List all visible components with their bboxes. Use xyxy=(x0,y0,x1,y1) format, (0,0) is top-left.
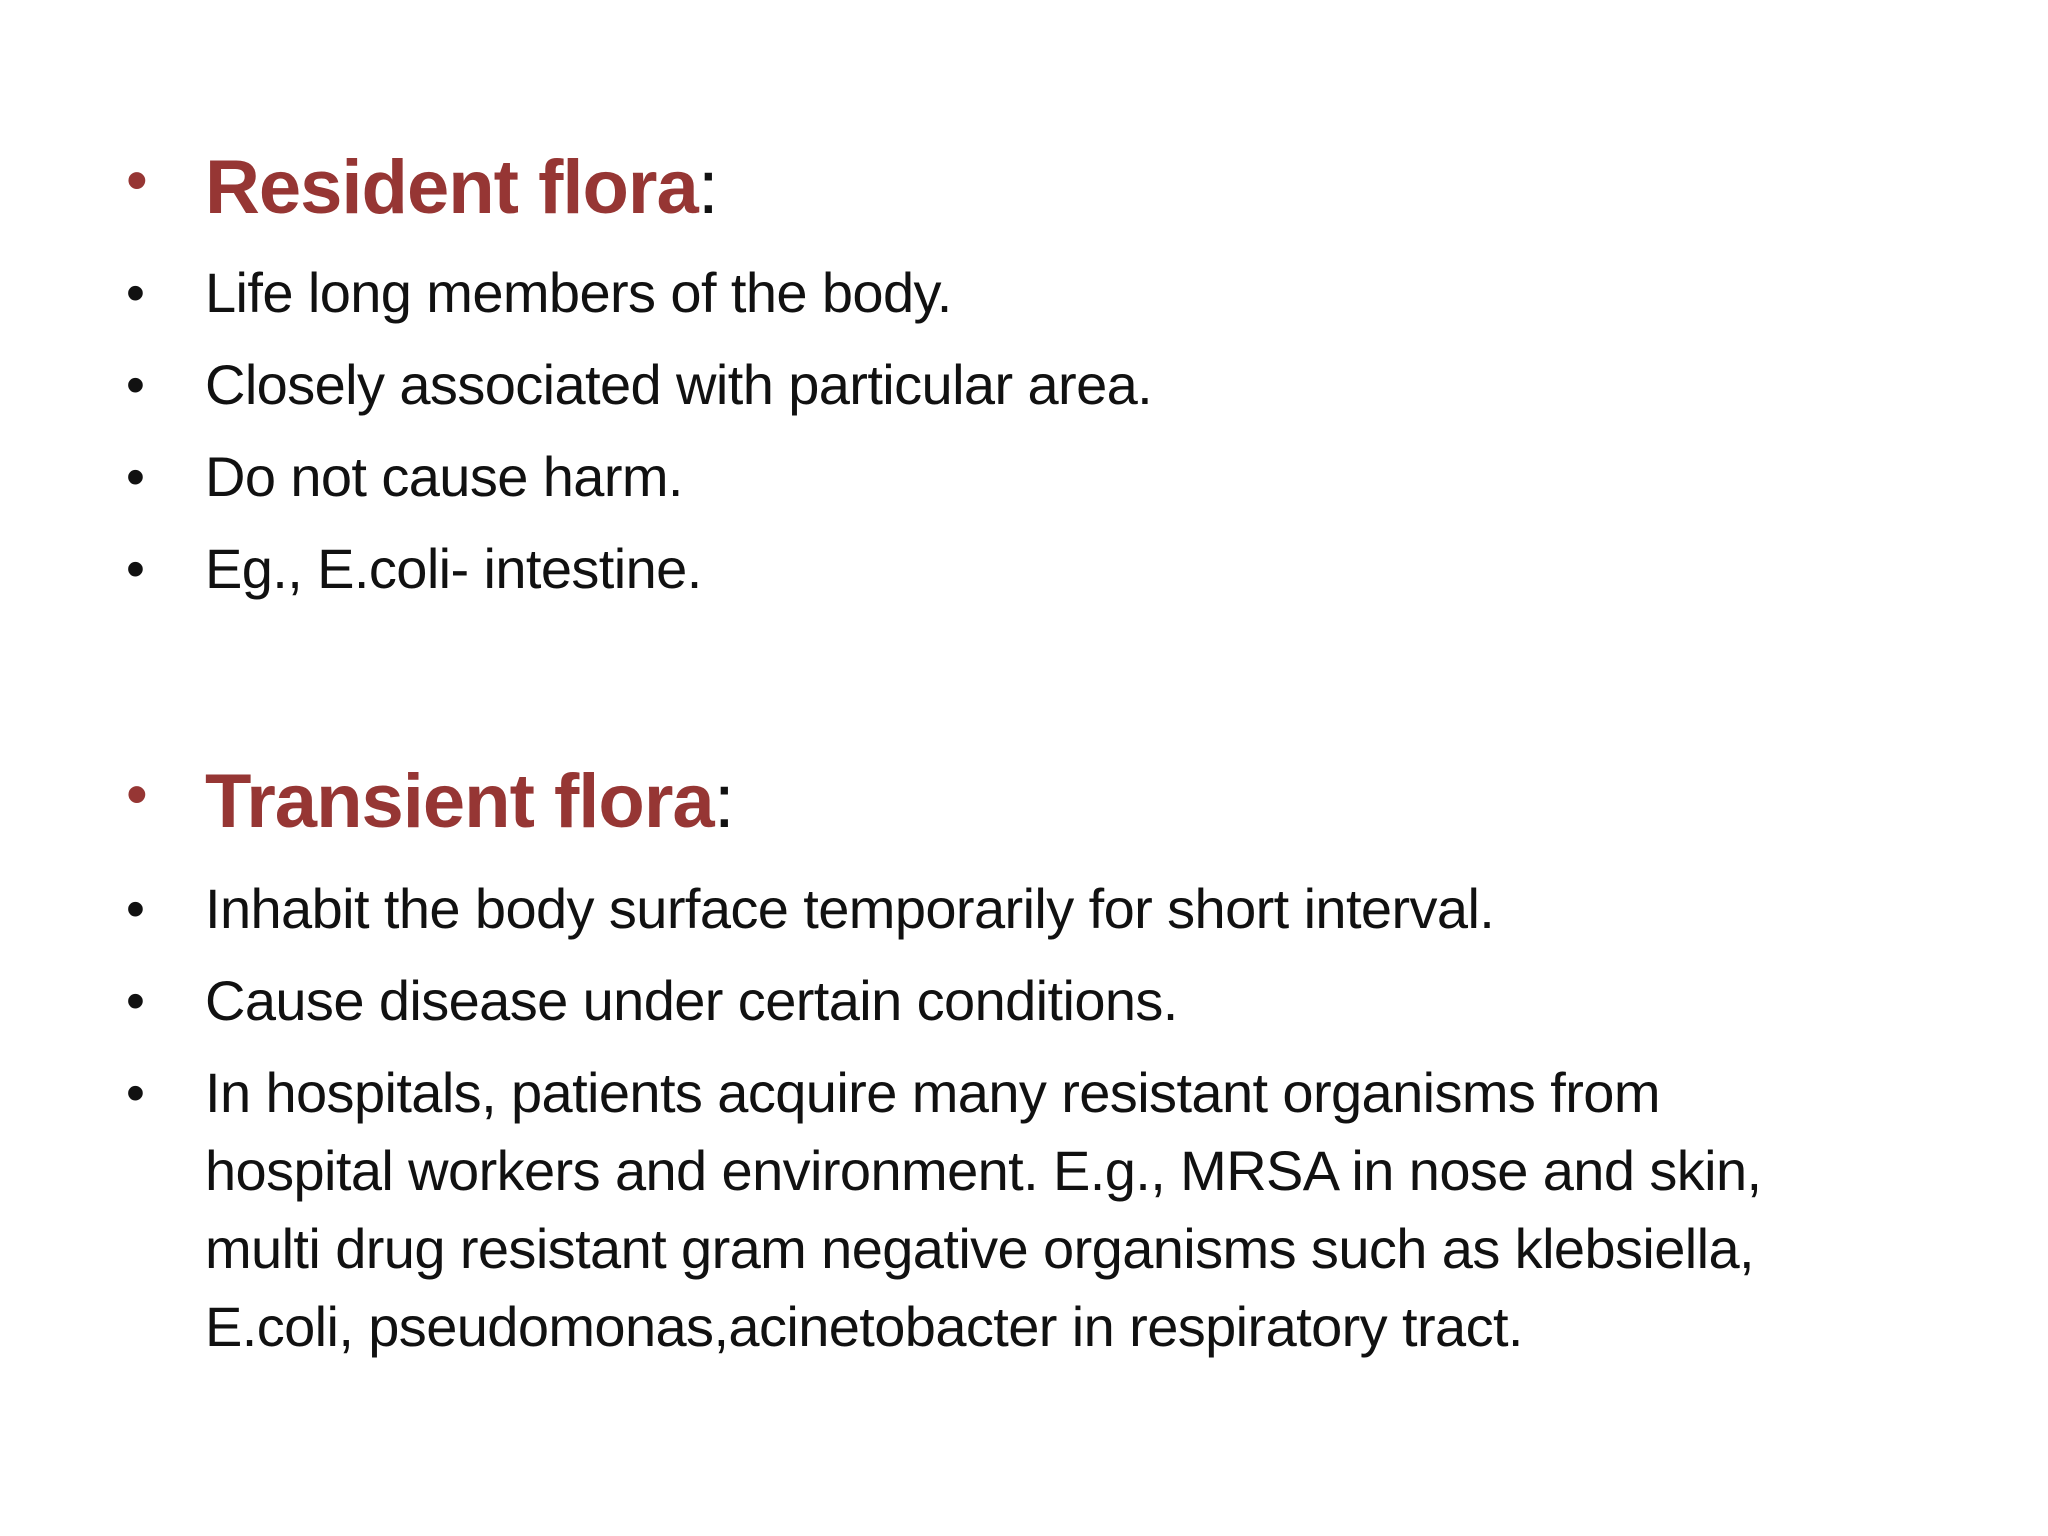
heading-text xyxy=(205,760,2005,844)
resident-flora-title: Resident flora xyxy=(205,145,698,230)
list-item-text: Closely associated with particular area. xyxy=(205,353,1153,416)
list-item-text: Eg., E.coli- intestine. xyxy=(205,537,702,600)
list-item-line: multi drug resistant gram negative organisms such as klebsiella, xyxy=(205,1217,1754,1280)
heading-bullet: • xyxy=(126,760,148,829)
bullet: • xyxy=(126,539,145,599)
list-item-line: hospital workers and environment. E.g., MRSA in nose and skin, xyxy=(205,1139,1762,1202)
list-item-text: Do not cause harm. xyxy=(205,445,683,508)
list-item-line: E.coli, pseudomonas,acinetobacter in respiratory tract. xyxy=(205,1295,1523,1358)
heading-colon: : xyxy=(697,145,718,230)
bullet: • xyxy=(126,971,145,1031)
list-item-line: In hospitals, patients acquire many resistant organisms from xyxy=(205,1061,1660,1124)
list-item-text: Cause disease under certain conditions. xyxy=(205,969,1178,1032)
bullet: • xyxy=(126,1063,145,1123)
list-item-text: Life long members of the body. xyxy=(205,261,952,324)
list-item-text xyxy=(205,1054,2005,1366)
transient-flora-title: Transient flora xyxy=(205,759,714,844)
bullet: • xyxy=(126,263,145,323)
bullet: • xyxy=(126,879,145,939)
list-item-text: Inhabit the body surface temporarily for short interval. xyxy=(205,877,1495,940)
bullet: • xyxy=(126,447,145,507)
bullet: • xyxy=(126,355,145,415)
heading-bullet: • xyxy=(126,146,148,215)
heading-text xyxy=(205,146,2005,230)
heading-colon: : xyxy=(713,759,734,844)
